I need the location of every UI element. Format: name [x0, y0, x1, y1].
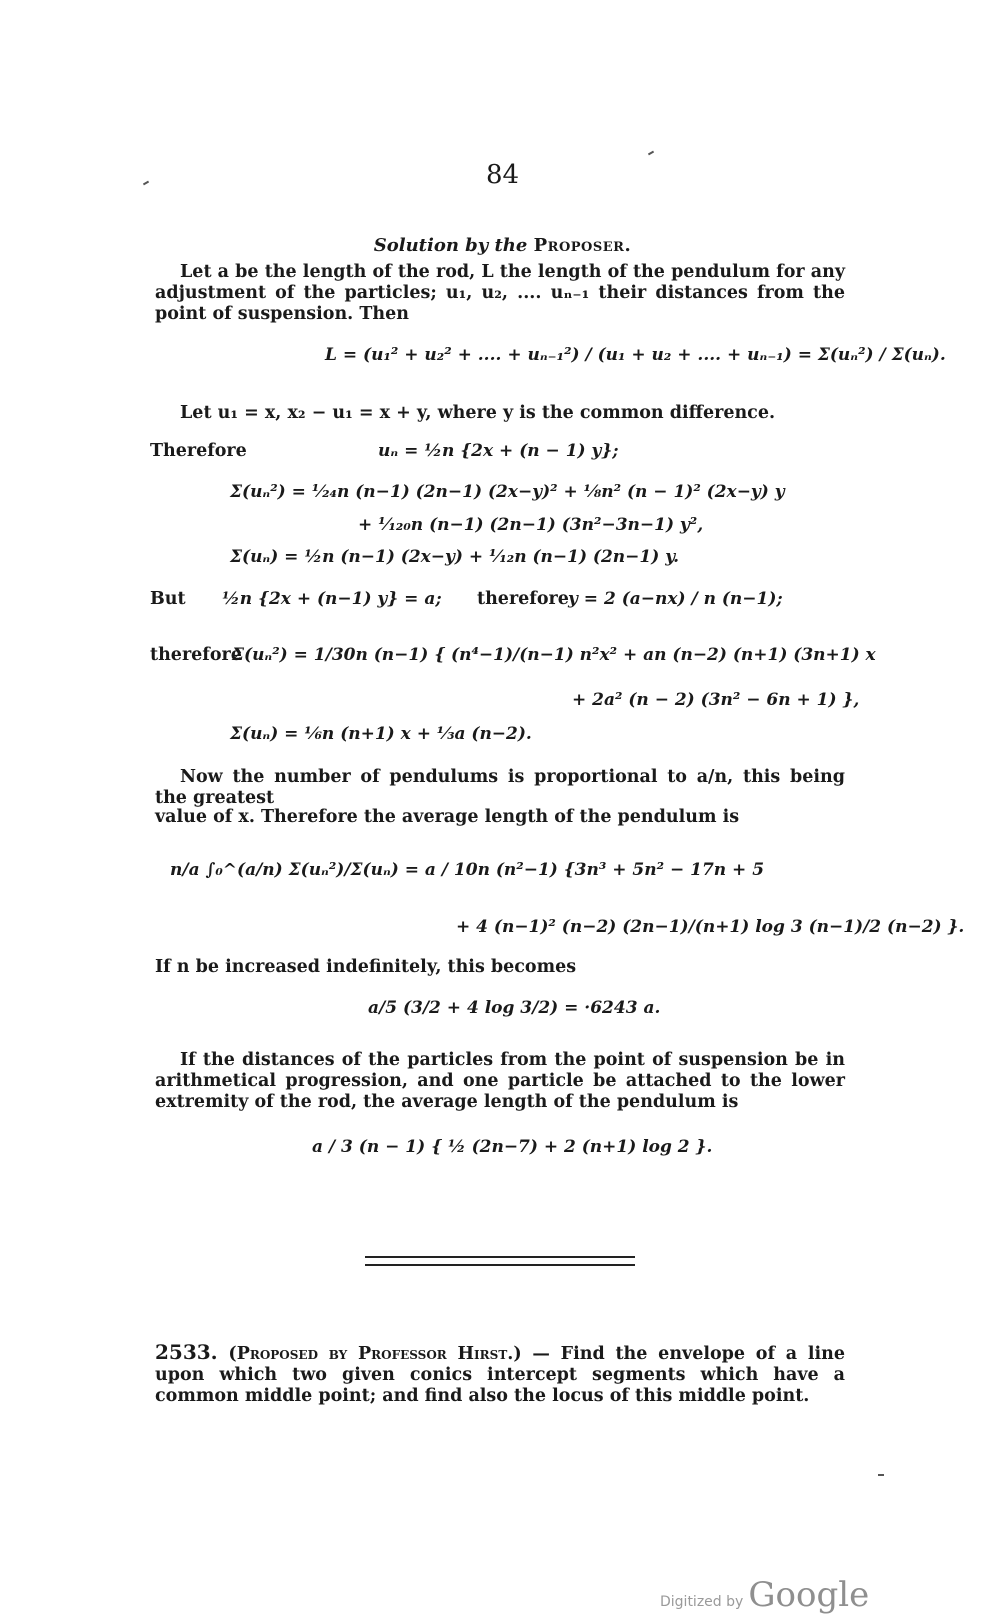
digitized-label: Digitized by	[660, 1594, 744, 1610]
paragraph-4: If n be increased indefinitely, this becomes	[155, 957, 577, 977]
paragraph-2: Let u₁ = x, x₂ − u₁ = x + y, where y is the common difference.	[180, 403, 776, 423]
google-logo: Google	[748, 1575, 870, 1615]
equation-L: L = (u₁² + u₂² + .... + uₙ₋₁²) / (u₁ + u₂ + .... + uₙ₋₁) = Σ(uₙ²) / Σ(uₙ).	[325, 345, 946, 365]
page-number: 84	[485, 160, 520, 190]
problem-number: 2533.	[155, 1340, 218, 1364]
scan-mark	[878, 1474, 884, 1476]
equation-sum-squares-a-line-1: Σ(uₙ²) = 1/30n (n−1) { (n⁴−1)/(n−1) n²x² + an (n−2) (n+1) (3n+1) x	[232, 645, 876, 665]
scan-mark	[648, 151, 654, 156]
equation-sum-squares-line-1: Σ(uₙ²) = ¹⁄₂₄n (n−1) (2n−1) (2x−y)² + ⅛n² (n − 1)² (2x−y) y	[230, 482, 785, 502]
therefore-inline-label: therefore	[477, 589, 569, 609]
solution-heading	[0, 235, 1005, 256]
equation-sum-u: Σ(uₙ) = ½n (n−1) (2x−y) + ¹⁄₁₂n (n−1) (2n−1) y.	[230, 547, 680, 567]
section-divider	[365, 1256, 635, 1266]
equation-average-line-2: + 4 (n−1)² (n−2) (2n−1)/(n+1) log 3 (n−1)/2 (n−2) }.	[456, 917, 965, 937]
equation-sum-squares-line-2: + ¹⁄₁₂₀n (n−1) (2n−1) (3n²−3n−1) y²,	[358, 515, 704, 535]
problem-2533	[155, 1342, 845, 1407]
equation-average-line-1: n/a ∫₀^(a/n) Σ(uₙ²)/Σ(uₙ) = a / 10n (n²−1) {3n³ + 5n² − 17n + 5	[170, 860, 765, 880]
problem-text: — Find the envelope of a line upon which two given conics intercept segments which have a common middle point; and find also the locus of this middle point.	[155, 1344, 846, 1406]
equation-y: y = 2 (a−nx) / n (n−1);	[568, 589, 783, 609]
equation-sum-squares-a-line-2: + 2a² (n − 2) (3n² − 6n + 1) },	[572, 690, 860, 710]
equation-final: a / 3 (n − 1) { ½ (2n−7) + 2 (n+1) log 2 }.	[312, 1137, 713, 1157]
problem-proposer: (Proposed by Professor Hirst.)	[228, 1344, 522, 1364]
but-label: But	[150, 589, 186, 609]
paragraph-3b: value of x. Therefore the average length of the pendulum is	[155, 807, 740, 827]
digitized-footer	[660, 1575, 869, 1615]
equation-sum-u-a: Σ(uₙ) = ⅙n (n+1) x + ⅓a (n−2).	[230, 724, 532, 744]
paragraph-5: If the distances of the particles from the point of suspension be in arithmetical progression, and one particle be attached to the lower extremity of the rod, the average length of the pendulum is	[155, 1050, 845, 1112]
equation-un: uₙ = ½n {2x + (n − 1) y};	[378, 441, 619, 461]
therefore-label-1: Therefore	[150, 441, 247, 461]
therefore-label-3: therefore	[150, 645, 242, 665]
equation-limit: a/5 (3/2 + 4 log 3/2) = ·6243 a.	[368, 998, 661, 1018]
paragraph-3a: Now the number of pendulums is proportional to a/n, this being the greatest	[155, 767, 845, 808]
solution-heading-prefix: Solution by the	[373, 235, 534, 256]
equation-but: ½n {2x + (n−1) y} = a;	[222, 589, 442, 609]
solution-heading-proposer: Proposer.	[533, 235, 632, 256]
paragraph-1: Let a be the length of the rod, L the length of the pendulum for any adjustment of the particles; u₁, u₂, .... uₙ₋₁ their distances from the point of suspension. Then	[155, 262, 845, 324]
